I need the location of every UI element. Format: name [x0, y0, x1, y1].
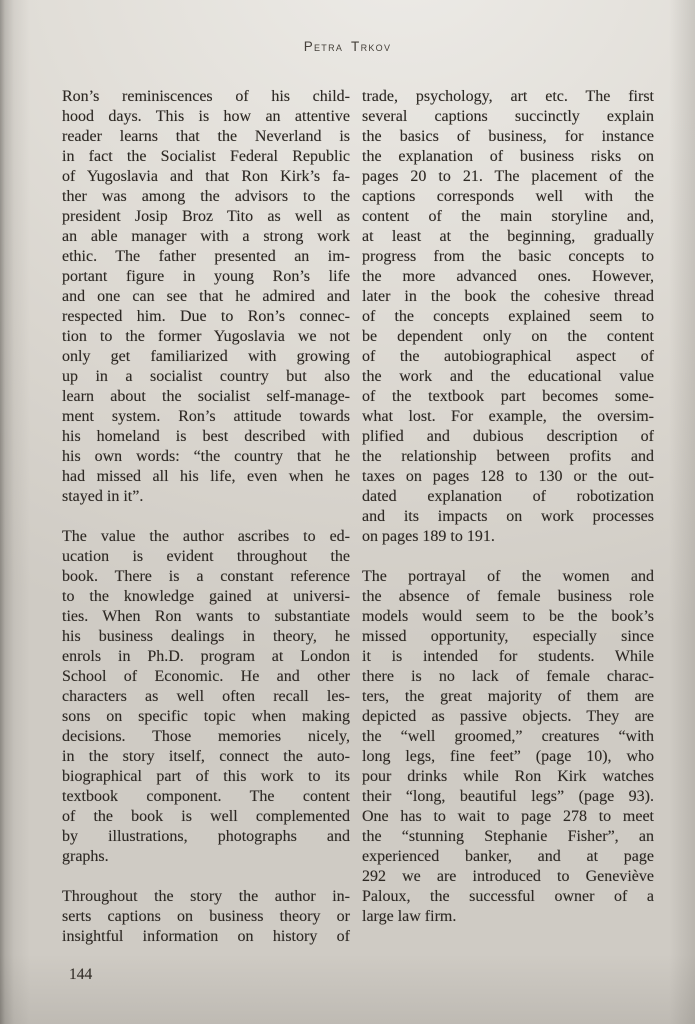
text-line: it is intended for students. While [362, 648, 654, 665]
text-line: his business dealings in theory, he [62, 628, 350, 645]
text-line: graphs. [62, 848, 109, 865]
text-line: One has to wait to page 278 to meet [362, 808, 654, 825]
text-line: trade, psychology, art etc. The first [362, 88, 654, 105]
text-line: tion to the former Yugoslavia we not [62, 328, 350, 345]
text-line: several captions succinctly explain [362, 108, 654, 125]
text-line: of the book is well complemented [62, 808, 350, 825]
text-line: the explanation of business risks on [362, 148, 654, 165]
text-line: later in the book the cohesive thread [362, 288, 654, 305]
paragraph [62, 527, 350, 867]
text-line: experienced banker, and at page [362, 848, 654, 865]
text-body [62, 87, 654, 967]
text-line: depicted as passive objects. They are [362, 708, 654, 725]
text-line: The value the author ascribes to ed- [62, 528, 350, 545]
text-line: pour drinks while Ron Kirk watches [362, 768, 654, 785]
text-line: an able manager with a strong work [62, 228, 350, 245]
text-line: ucation is evident throughout the [62, 548, 350, 565]
text-line: taxes on pages 128 to 130 or the out- [362, 468, 654, 485]
text-line: only get familiarized with growing [62, 348, 350, 365]
text-line: School of Economic. He and other [62, 668, 350, 685]
page-number: 144 [69, 966, 93, 983]
text-line: the basics of business, for instance [362, 128, 654, 145]
text-line: up in a socialist country but also [62, 368, 350, 385]
text-line: ethic. The father presented an im- [62, 248, 350, 265]
author-header: Petra Trkov [303, 39, 392, 54]
text-line: by illustrations, photographs and [62, 828, 350, 845]
text-line: stayed in it”. [62, 488, 144, 505]
paragraph [362, 87, 654, 547]
paragraph [62, 87, 350, 507]
text-line: his homeland is best described with [62, 428, 350, 445]
paragraph [62, 887, 350, 947]
text-line: The portrayal of the women and [362, 568, 654, 585]
text-line: insightful information on history of [62, 928, 350, 945]
text-line: 292 we are introduced to Geneviève [362, 868, 654, 885]
text-line: had missed all his life, even when he [62, 468, 350, 485]
text-line: ters, the great majority of them are [362, 688, 654, 705]
text-line: and one can see that he admired and [62, 288, 350, 305]
text-line: ther was among the advisors to the [62, 188, 350, 205]
text-line: and its impacts on work processes [362, 508, 654, 525]
text-line: decisions. Those memories nicely, [62, 728, 350, 745]
text-line: long legs, fine feet” (page 10), who [362, 748, 654, 765]
text-line: be dependent only on the content [362, 328, 654, 345]
text-line: president Josip Broz Tito as well as [62, 208, 350, 225]
text-line: the work and the educational value [362, 368, 654, 385]
text-line: his own words: “the country that he [62, 448, 350, 465]
text-line: progress from the basic concepts to [362, 248, 654, 265]
text-line: hood days. This is how an attentive [62, 108, 350, 125]
text-line: ment system. Ron’s attitude towards [62, 408, 350, 425]
text-line: of Yugoslavia and that Ron Kirk’s fa- [62, 168, 350, 185]
text-line: the relationship between profits and [362, 448, 654, 465]
text-line: their “long, beautiful legs” (page 93). [362, 788, 654, 805]
text-line: captions corresponds well with the [362, 188, 654, 205]
text-line: of the textbook part becomes some- [362, 388, 654, 405]
text-line: what lost. For example, the oversim- [362, 408, 654, 425]
text-line: respected him. Due to Ron’s connec- [62, 308, 350, 325]
text-line: sons on specific topic when making [62, 708, 350, 725]
text-line: models would seem to be the book’s [362, 608, 654, 625]
text-line: textbook component. The content [62, 788, 350, 805]
text-line: in fact the Socialist Federal Republic [62, 148, 350, 165]
text-column-left [62, 87, 350, 967]
text-line: the “stunning Stephanie Fisher”, an [362, 828, 654, 845]
text-line: Throughout the story the author in- [62, 888, 350, 905]
text-line: the “well groomed,” creatures “with [362, 728, 654, 745]
text-line: the absence of female business role [362, 588, 654, 605]
paragraph [362, 567, 654, 927]
text-line: of the autobiographical aspect of [362, 348, 654, 365]
text-line: Paloux, the successful owner of a [362, 888, 654, 905]
text-line: content of the main storyline and, [362, 208, 654, 225]
text-line: portant figure in young Ron’s life [62, 268, 350, 285]
text-line: characters as well often recall les- [62, 688, 350, 705]
text-line: biographical part of this work to its [62, 768, 350, 785]
text-line: serts captions on business theory or [62, 908, 350, 925]
text-line: to the knowledge gained at universi- [62, 588, 350, 605]
text-line: pages 20 to 21. The placement of the [362, 168, 654, 185]
text-line: the more advanced ones. However, [362, 268, 654, 285]
text-line: enrols in Ph.D. program at London [62, 648, 350, 665]
text-line: at least at the beginning, gradually [362, 228, 654, 245]
text-line: on pages 189 to 191. [362, 528, 495, 545]
text-column-right [362, 87, 654, 967]
text-line: of the concepts explained seem to [362, 308, 654, 325]
text-line: learn about the socialist self-manage- [62, 388, 350, 405]
text-line: reader learns that the Neverland is [62, 128, 350, 145]
text-line: ties. When Ron wants to substantiate [62, 608, 350, 625]
text-line: in the story itself, connect the auto- [62, 748, 350, 765]
text-line: book. There is a constant reference [62, 568, 350, 585]
text-line: plified and dubious description of [362, 428, 654, 445]
text-line: missed opportunity, especially since [362, 628, 654, 645]
text-line: dated explanation of robotization [362, 488, 654, 505]
text-line: large law firm. [362, 908, 457, 925]
text-line: Ron’s reminiscences of his child- [62, 88, 350, 105]
text-line: there is no lack of female charac- [362, 668, 654, 685]
